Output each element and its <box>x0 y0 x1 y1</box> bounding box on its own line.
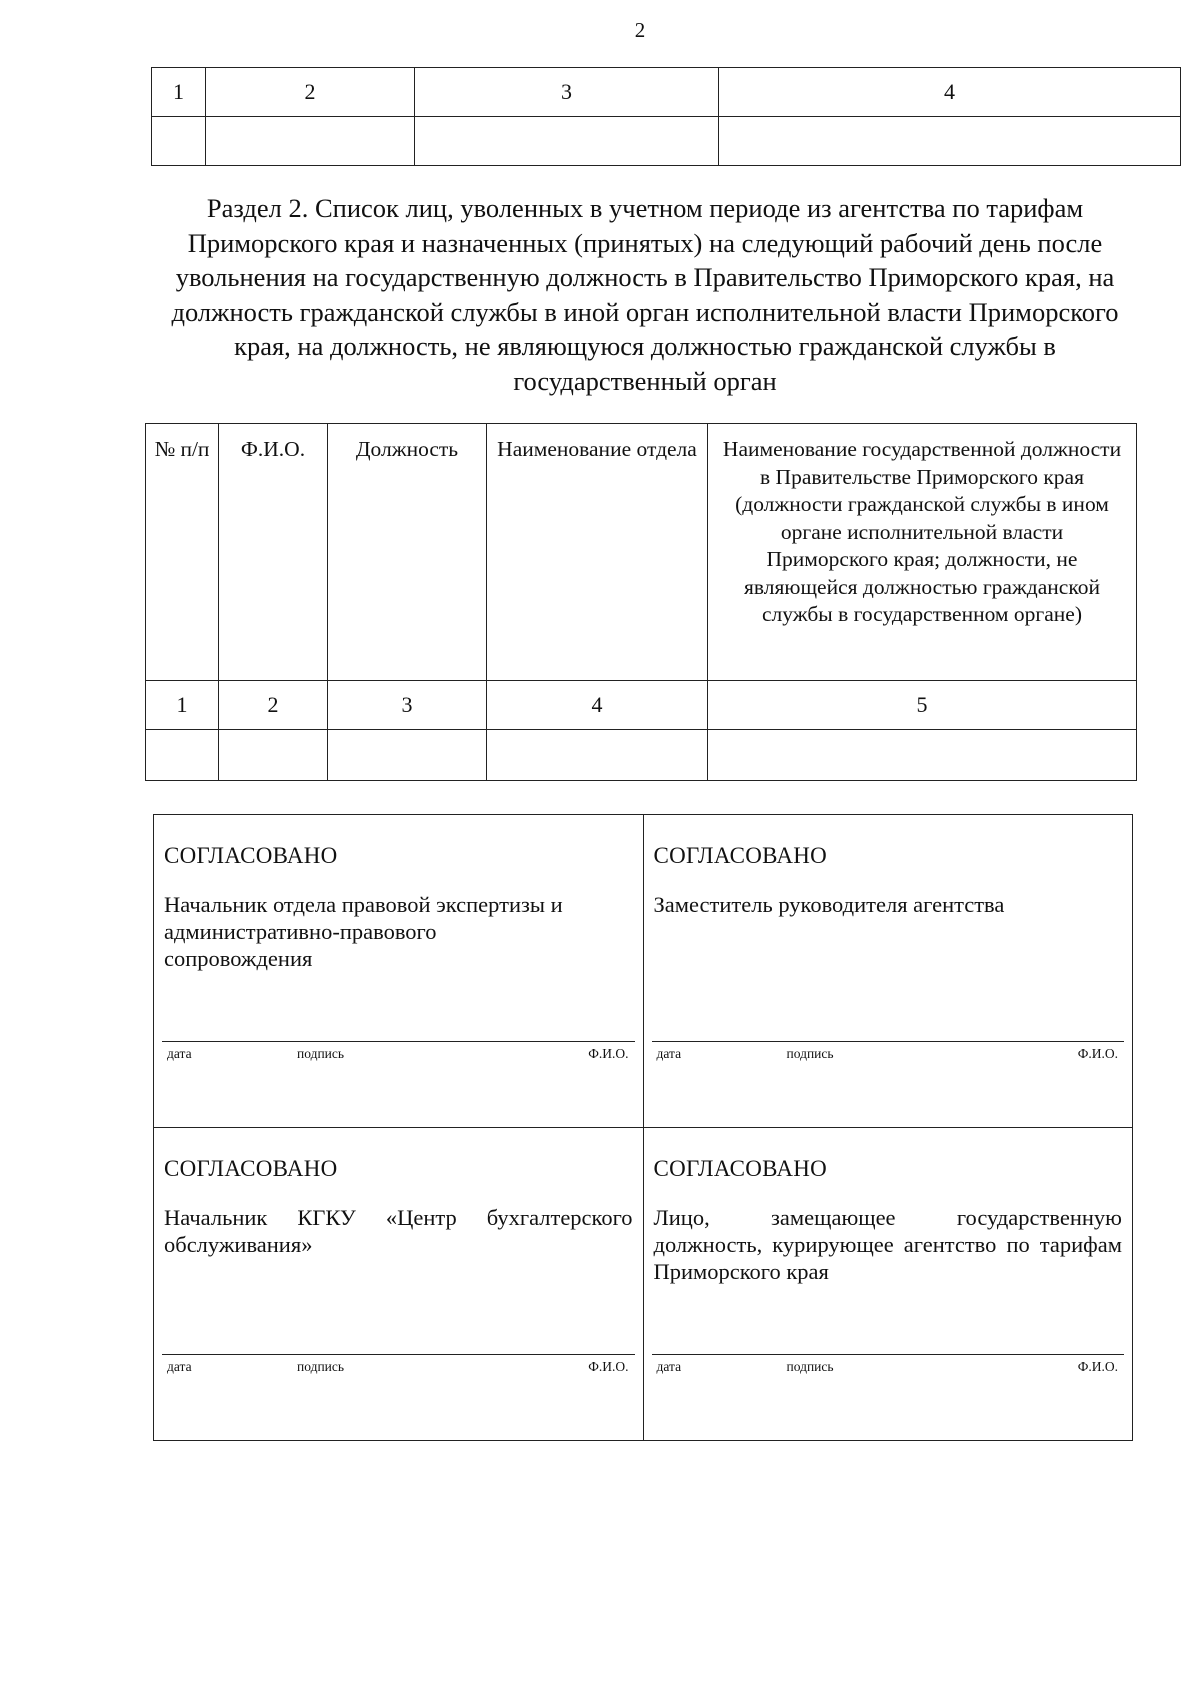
column-number: 3 <box>328 681 487 730</box>
signature-line <box>162 1041 635 1042</box>
table-cell <box>415 117 719 166</box>
name-label: Ф.И.О. <box>1077 1359 1118 1374</box>
signature-label: подпись <box>297 1359 345 1374</box>
column-number: 1 <box>146 681 219 730</box>
signature-labels <box>164 1046 629 1062</box>
approval-stamp: СОГЛАСОВАНО <box>653 1156 828 1181</box>
page-number: 2 <box>634 18 646 42</box>
table-row <box>146 730 1137 781</box>
approver-position: Лицо, замещающее государственную должность, курирующее агентство по тарифам Приморского края <box>653 1205 1122 1284</box>
approvals-row <box>154 1128 1133 1441</box>
signature-line <box>162 1354 635 1355</box>
column-number: 2 <box>219 681 328 730</box>
table-header-row <box>146 424 1137 681</box>
table-cell <box>206 117 415 166</box>
date-label: дата <box>167 1359 192 1374</box>
approval-stamp: СОГЛАСОВАНО <box>164 1156 338 1181</box>
date-label: дата <box>656 1359 682 1374</box>
header-cell-department: Наименование отдела <box>487 424 708 681</box>
section2-title: Раздел 2. Список лиц, уволенных в учетном периоде из агентства по тарифам Приморского края и назначенных (принятых) на следующий рабочий день после увольнения на государственную должность в Правительство Приморского края, на должность гражданской службы в иной орган исполнительной власти Приморского края, на должность, не являющуюся должностью гражданской службы в государственный орган <box>171 193 1119 396</box>
approval-stamp: СОГЛАСОВАНО <box>164 843 338 868</box>
table-header-row <box>152 68 1181 117</box>
signature-labels <box>164 1359 629 1375</box>
table-cell <box>152 117 206 166</box>
date-label: дата <box>656 1046 682 1061</box>
column-number: 4 <box>487 681 708 730</box>
signature-labels <box>654 1359 1119 1375</box>
name-label: Ф.И.О. <box>588 1046 629 1061</box>
table-cell <box>719 117 1181 166</box>
signature-label: подпись <box>297 1046 345 1061</box>
table-cell <box>487 730 708 781</box>
column-number: 1 <box>152 68 206 117</box>
table-cell <box>219 730 328 781</box>
date-label: дата <box>167 1046 192 1061</box>
header-cell-number: № п/п <box>146 424 219 681</box>
signature-label: подпись <box>786 1046 834 1061</box>
approver-position: Начальник отдела правовой экспертизы и административно-правового сопровождения <box>164 892 563 971</box>
approval-block <box>643 1128 1133 1441</box>
column-number: 3 <box>415 68 719 117</box>
column-number: 5 <box>708 681 1137 730</box>
signature-label: подпись <box>786 1359 834 1374</box>
approval-stamp: СОГЛАСОВАНО <box>653 843 828 868</box>
name-label: Ф.И.О. <box>588 1359 629 1374</box>
approvals-grid <box>153 814 1133 1441</box>
approver-position: Начальник КГКУ «Центр бухгалтерского обслуживания» <box>164 1205 633 1257</box>
table-column-numbers-row <box>146 681 1137 730</box>
signature-labels <box>654 1046 1119 1062</box>
table-cell <box>708 730 1137 781</box>
column-number: 4 <box>719 68 1181 117</box>
table-cell <box>328 730 487 781</box>
approval-block <box>643 815 1133 1128</box>
table-cell <box>146 730 219 781</box>
name-label: Ф.И.О. <box>1077 1046 1118 1061</box>
approval-block <box>154 815 644 1128</box>
table-row <box>152 117 1181 166</box>
signature-line <box>652 1041 1125 1042</box>
column-number: 2 <box>206 68 415 117</box>
approver-position: Заместитель руководителя агентства <box>653 892 1005 917</box>
section1-table <box>151 67 1181 166</box>
header-cell-position: Должность <box>328 424 487 681</box>
signature-line <box>652 1354 1125 1355</box>
header-cell-new-position: Наименование государственной должности в Правительстве Приморского края (должности гражданской службы в ином органе исполнительной власти Приморского края; должности, не являющейся должностью гражданской службы в государственном органе) <box>708 424 1137 681</box>
approval-block <box>154 1128 644 1441</box>
approvals-row <box>154 815 1133 1128</box>
header-cell-name: Ф.И.О. <box>219 424 328 681</box>
section2-table <box>145 423 1137 781</box>
